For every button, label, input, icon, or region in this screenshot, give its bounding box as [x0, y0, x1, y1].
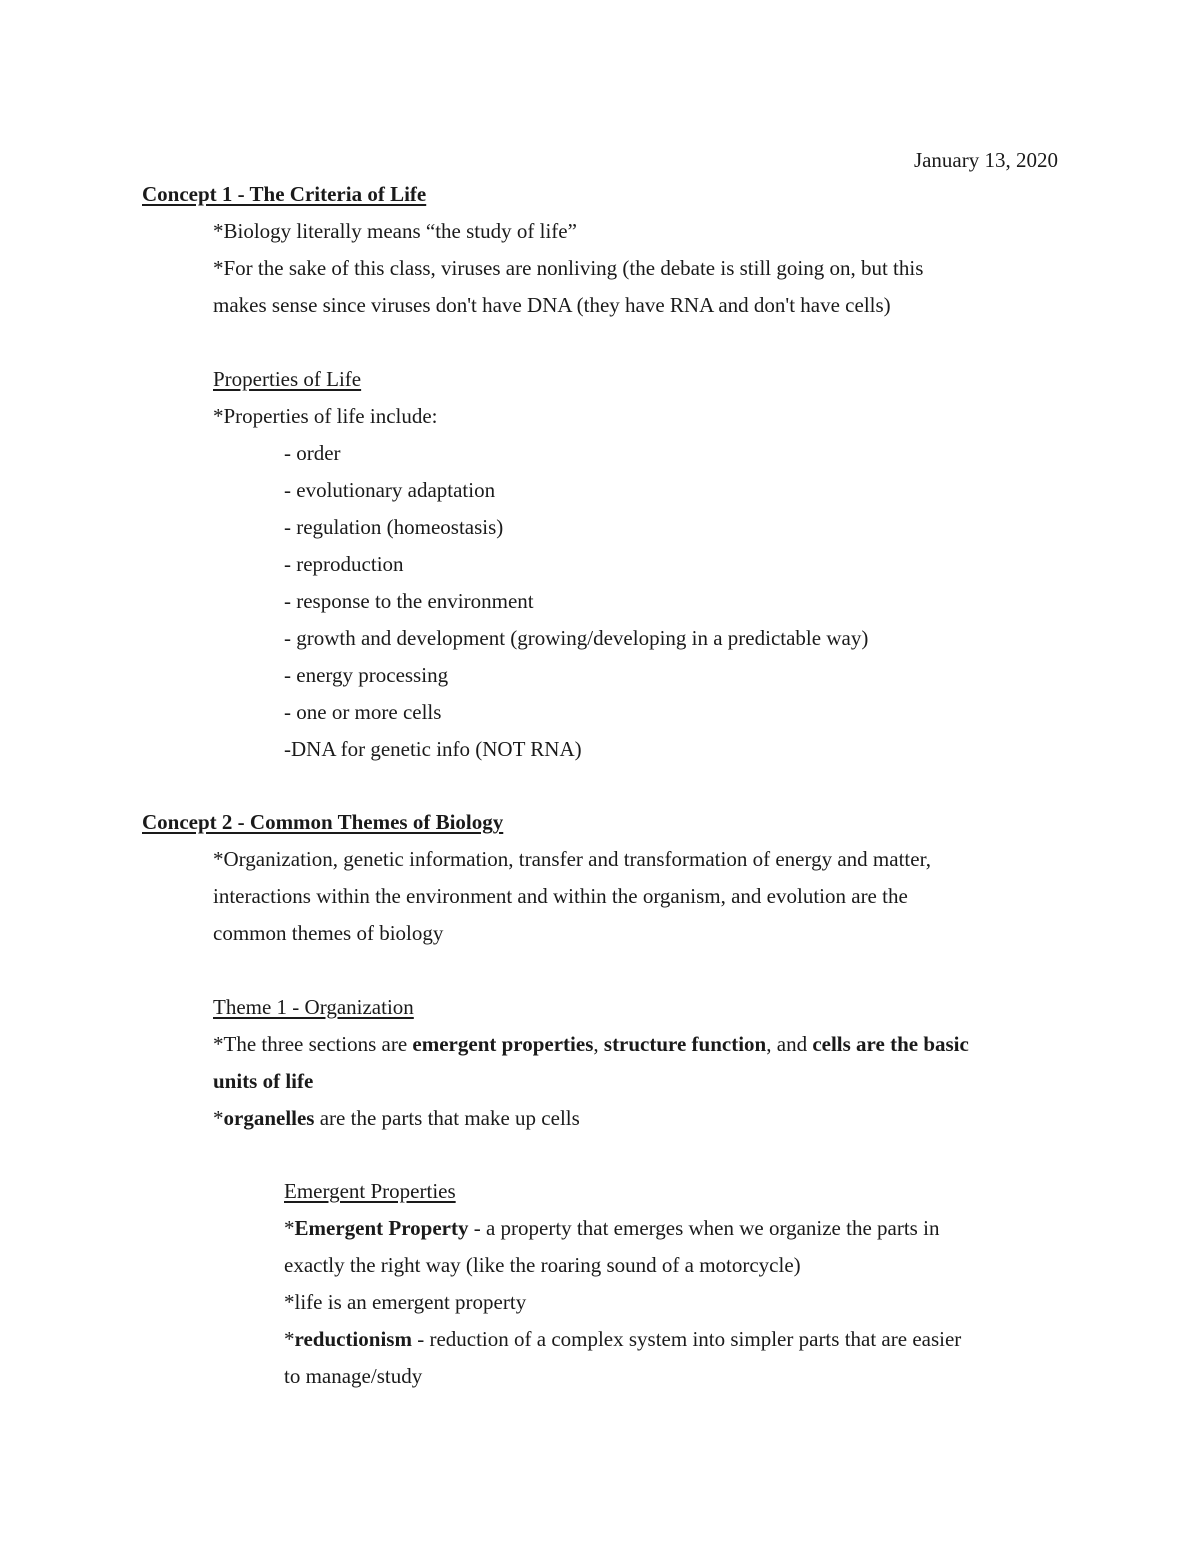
- properties-of-life-heading: Properties of Life: [213, 367, 362, 391]
- emergent-properties-heading: Emergent Properties: [284, 1179, 456, 1203]
- term-reductionism: reductionism: [294, 1327, 412, 1351]
- concept-1-note-1: *Biology literally means “the study of life”: [213, 219, 577, 243]
- concept-2-note-line-1: *Organization, genetic information, transfer and transformation of energy and matter,: [213, 847, 931, 871]
- property-item: - response to the environment: [284, 589, 534, 613]
- theme-1-text: *The three sections are: [213, 1032, 413, 1056]
- property-item: - evolutionary adaptation: [284, 478, 496, 502]
- document-date: January 13, 2020: [913, 148, 1058, 172]
- property-item: - growth and development (growing/developing in a predictable way): [284, 626, 869, 650]
- theme-1-heading: Theme 1 - Organization: [213, 995, 414, 1019]
- reductionism-text: *: [284, 1327, 295, 1351]
- property-item: - order: [284, 441, 341, 465]
- theme-1-sections-line-2: [213, 1067, 313, 1095]
- theme-1-sections-line-1: [213, 1030, 969, 1058]
- term-emergent-property: Emergent Property: [294, 1216, 469, 1240]
- term-units-of-life: units of life: [213, 1069, 314, 1093]
- term-organelles: organelles: [223, 1106, 315, 1130]
- concept-1-note-2-line-2: makes sense since viruses don't have DNA (they have RNA and don't have cells): [213, 293, 891, 317]
- properties-intro: *Properties of life include:: [213, 404, 438, 428]
- reductionism-definition-line-2: to manage/study: [284, 1364, 423, 1388]
- concept-1-note-2-line-1: *For the sake of this class, viruses are nonliving (the debate is still going on, but this: [213, 256, 924, 280]
- organelles-text: *: [213, 1106, 224, 1130]
- emergent-text: - a property that emerges when we organize the parts in: [468, 1216, 940, 1240]
- term-structure-function: structure function: [603, 1032, 767, 1056]
- concept-1-heading: Concept 1 - The Criteria of Life: [142, 182, 427, 206]
- organelles-note: [213, 1104, 580, 1132]
- reductionism-definition-line-1: [284, 1325, 961, 1353]
- emergent-property-definition-line-1: [284, 1214, 939, 1242]
- emergent-property-definition-line-2: exactly the right way (like the roaring sound of a motorcycle): [284, 1253, 801, 1277]
- concept-2-heading: Concept 2 - Common Themes of Biology: [142, 810, 504, 834]
- property-item: -DNA for genetic info (NOT RNA): [284, 737, 582, 761]
- term-cells-basic-units: cells are the basic: [812, 1032, 969, 1056]
- property-item: - one or more cells: [284, 700, 442, 724]
- property-item: - energy processing: [284, 663, 449, 687]
- term-emergent-properties: emergent properties: [412, 1032, 594, 1056]
- concept-2-note-line-3: common themes of biology: [213, 921, 444, 945]
- emergent-text: *: [284, 1216, 295, 1240]
- property-item: - reproduction: [284, 552, 404, 576]
- organelles-text: are the parts that make up cells: [314, 1106, 580, 1130]
- theme-1-text: ,: [593, 1032, 604, 1056]
- reductionism-text: - reduction of a complex system into simpler parts that are easier: [411, 1327, 962, 1351]
- life-emergent-note: *life is an emergent property: [284, 1290, 527, 1314]
- property-item: - regulation (homeostasis): [284, 515, 504, 539]
- theme-1-text: , and: [766, 1032, 813, 1056]
- concept-2-note-line-2: interactions within the environment and within the organism, and evolution are the: [213, 884, 908, 908]
